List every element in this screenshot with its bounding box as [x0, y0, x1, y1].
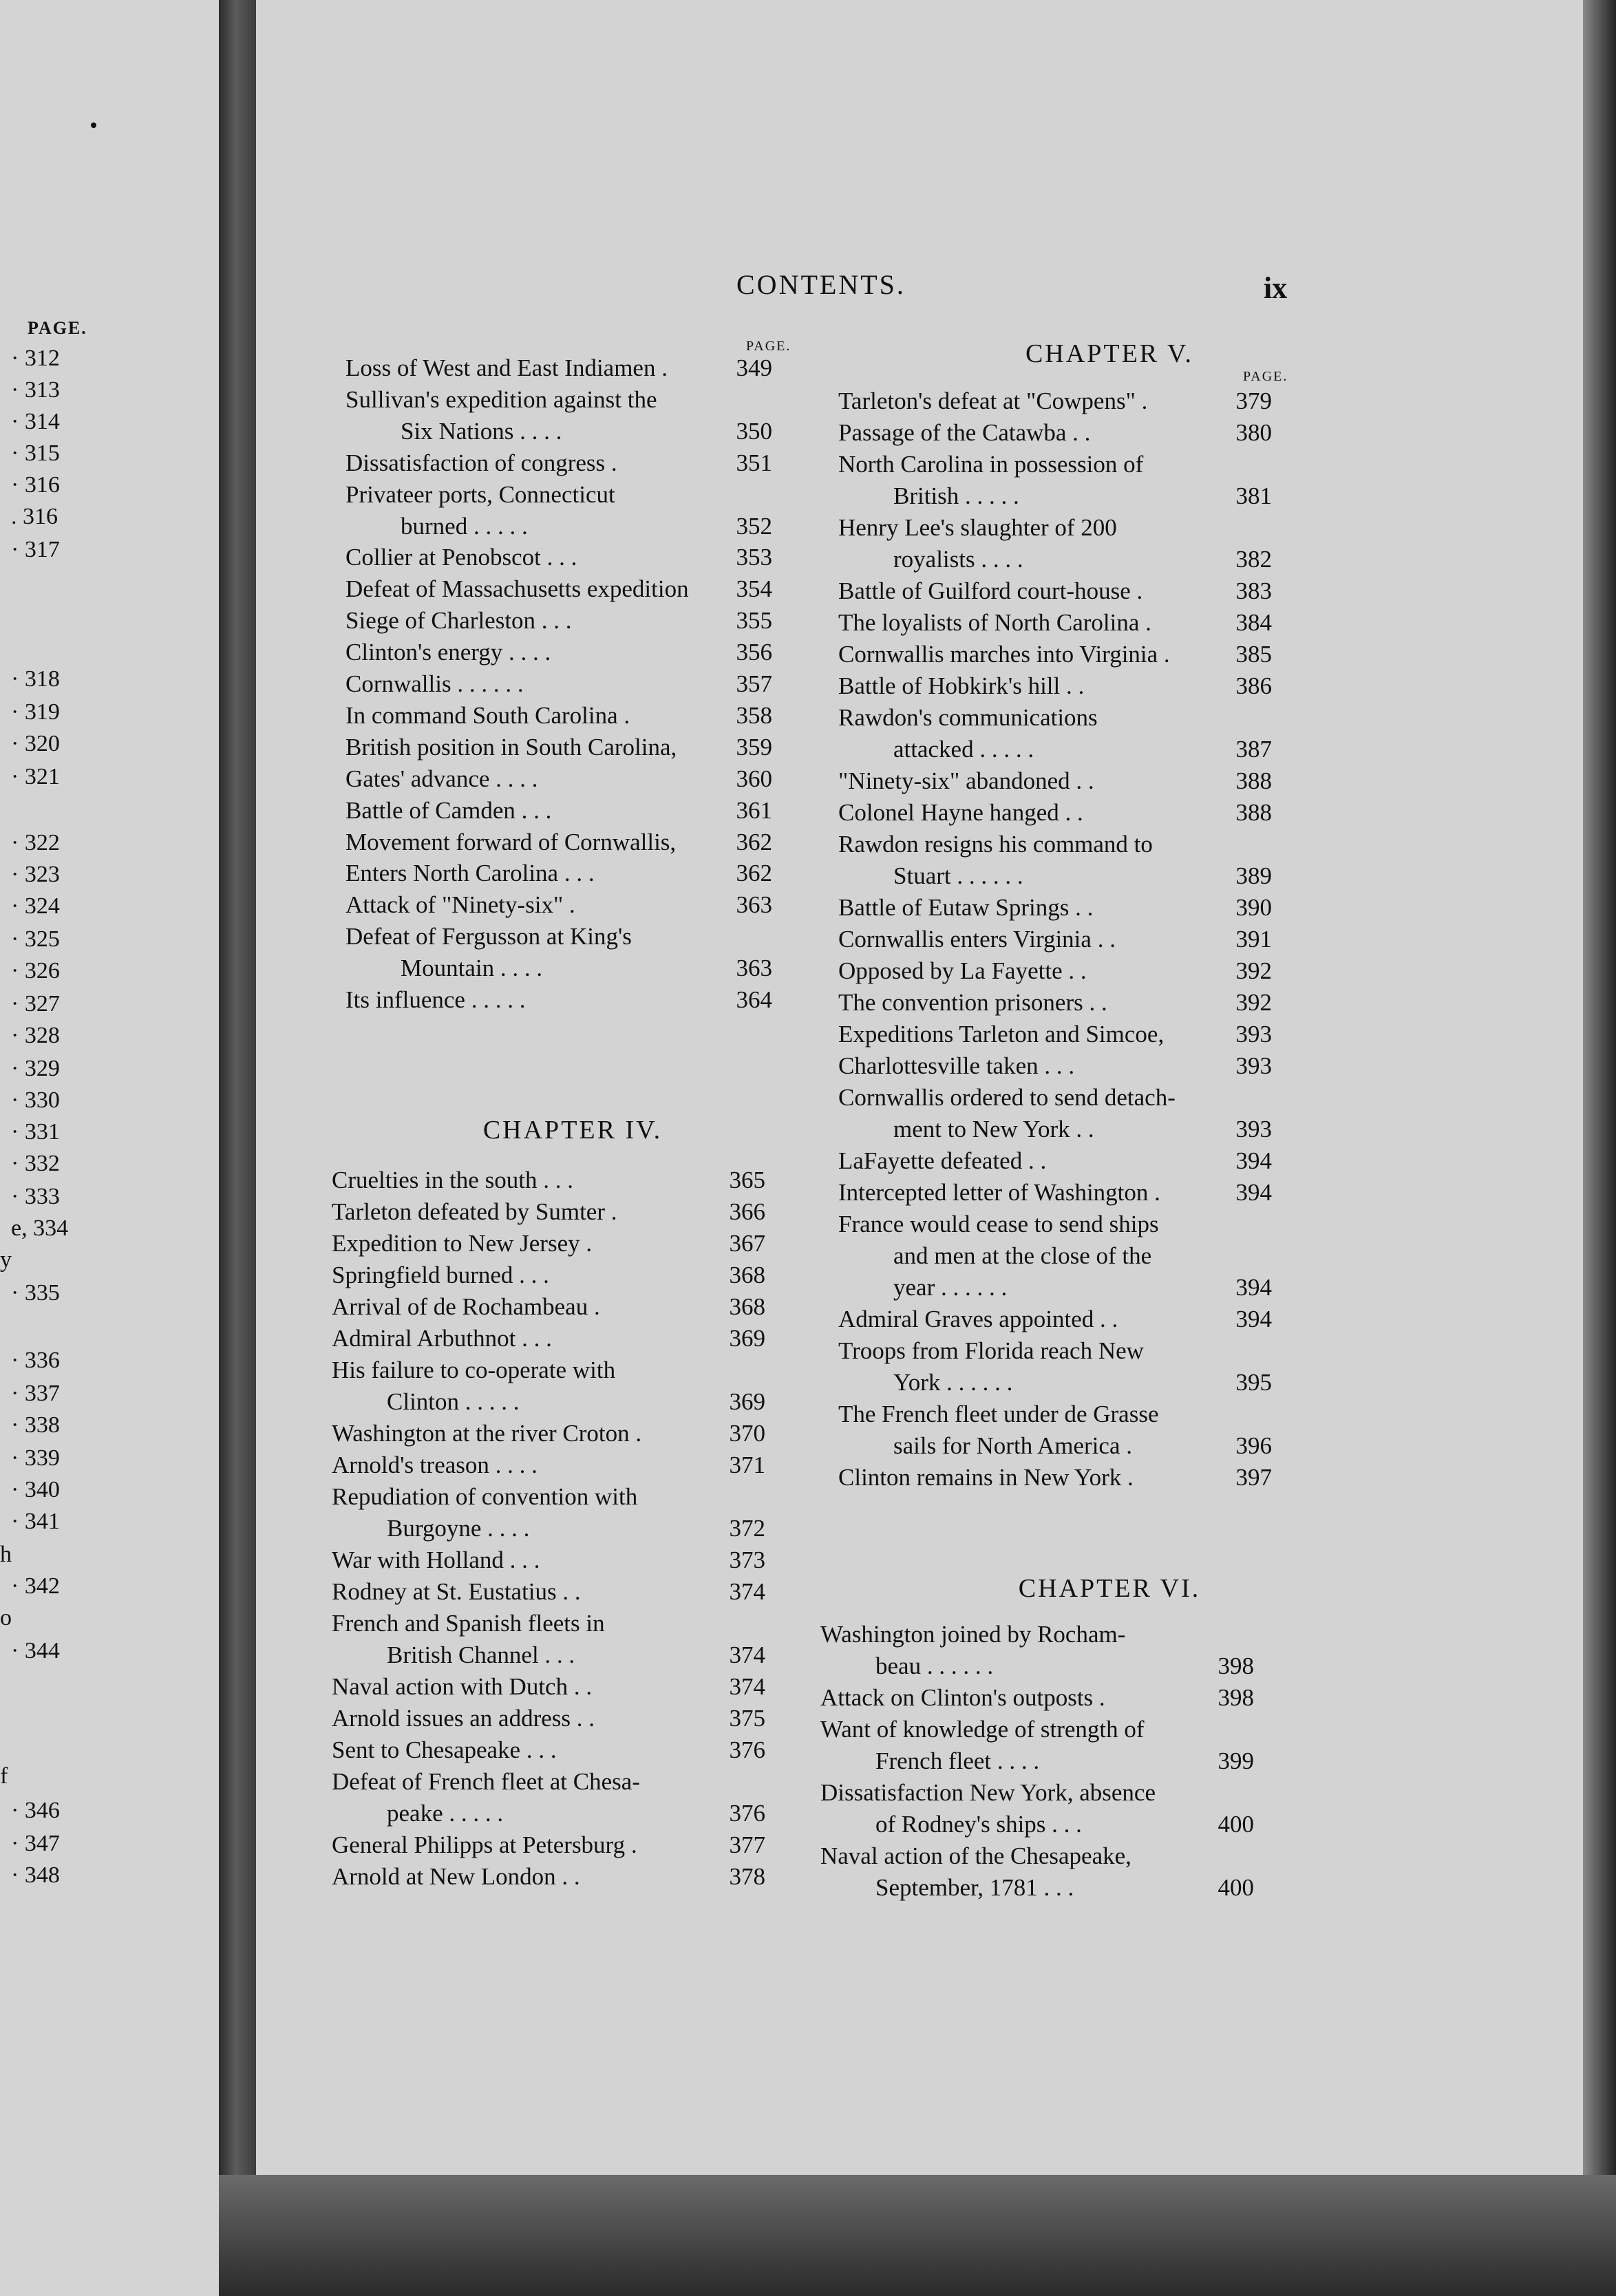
toc-entry-title: In command South Carolina .	[345, 701, 630, 729]
toc-entry-title: North Carolina in possession of	[838, 451, 1144, 478]
toc-entry	[893, 1430, 1272, 1462]
toc-entry-title: Springfield burned . . .	[332, 1262, 549, 1288]
toc-entry-title: Sullivan's expedition against the	[345, 385, 657, 413]
toc-entry-page: 374	[729, 1578, 765, 1605]
toc-entry	[332, 1418, 765, 1449]
toc-entry-page: 399	[1218, 1747, 1254, 1774]
left-page-number: · 333	[11, 1184, 60, 1209]
left-page	[0, 0, 219, 2296]
left-page-fragment: o	[0, 1605, 12, 1630]
toc-entry	[332, 1734, 765, 1766]
toc-entry	[332, 1259, 765, 1291]
toc-entry-title: The French fleet under de Grasse	[838, 1401, 1159, 1427]
toc-entry-title: Defeat of French fleet at Chesa-	[332, 1768, 640, 1795]
toc-entry-title: burned . . . . .	[401, 512, 528, 540]
left-page-number: · 312	[11, 346, 60, 371]
toc-entry	[838, 385, 1272, 417]
toc-entry-page: 393	[1235, 1021, 1272, 1048]
toc-entry	[332, 1323, 765, 1354]
toc-entry-page: 380	[1235, 419, 1272, 446]
toc-entry-title: Colonel Hayne hanged . .	[838, 799, 1083, 826]
toc-entry-title: ment to New York . .	[893, 1116, 1094, 1142]
toc-entry	[387, 1798, 765, 1829]
toc-entry-title: Expeditions Tarleton and Simcoe,	[838, 1021, 1165, 1048]
toc-entry-page: 377	[729, 1831, 765, 1858]
toc-entry	[838, 1399, 1272, 1430]
toc-entry	[838, 702, 1272, 734]
toc-entry	[345, 827, 772, 858]
toc-entry-title: Arrival of de Rochambeau .	[332, 1293, 600, 1320]
toc-entry-page: 351	[736, 449, 772, 476]
toc-entry	[838, 670, 1272, 702]
toc-entry	[332, 1544, 765, 1576]
left-page-number: · 313	[11, 377, 60, 403]
toc-entry-page: 362	[736, 828, 772, 855]
toc-entry	[838, 639, 1272, 670]
toc-entry-page: 392	[1235, 989, 1272, 1016]
toc-entry-title: Its influence . . . . .	[345, 986, 526, 1013]
toc-entry-title: France would cease to send ships	[838, 1211, 1159, 1237]
left-page-number: · 324	[11, 893, 60, 919]
toc-entry	[345, 889, 772, 921]
toc-entry-title: Arnold's treason . . . .	[332, 1452, 538, 1478]
toc-entry-page: 397	[1235, 1464, 1272, 1491]
toc-entry-title: Clinton . . . . .	[387, 1388, 520, 1415]
toc-entry	[332, 1861, 765, 1893]
toc-entry-title: Admiral Graves appointed . .	[838, 1306, 1118, 1332]
toc-entry	[838, 1145, 1272, 1177]
toc-entry-page: 394	[1235, 1306, 1272, 1332]
toc-entry-page: 368	[729, 1262, 765, 1288]
toc-entry	[332, 1576, 765, 1608]
toc-entry-page: 398	[1218, 1684, 1254, 1711]
toc-entry-title: Gates' advance . . . .	[345, 765, 538, 792]
toc-entry-page: 350	[736, 417, 772, 445]
toc-entry-title: Rawdon's communications	[838, 704, 1098, 731]
toc-entry	[401, 416, 772, 447]
toc-entry-title: Cornwallis . . . . . .	[345, 670, 524, 697]
toc-entry-title: Attack on Clinton's outposts .	[820, 1684, 1105, 1711]
toc-entry	[838, 797, 1272, 829]
toc-entry-page: 362	[736, 860, 772, 887]
toc-entry-title: Tarleton's defeat at "Cowpens" .	[838, 387, 1148, 414]
toc-entry	[838, 924, 1272, 955]
toc-entry-page: 354	[736, 575, 772, 603]
left-page-number: · 328	[11, 1023, 60, 1048]
toc-entry-title: attacked . . . . .	[893, 736, 1034, 763]
toc-entry	[838, 1335, 1272, 1367]
toc-entry	[345, 352, 772, 384]
toc-entry	[838, 892, 1272, 924]
toc-entry-title: Burgoyne . . . .	[387, 1515, 530, 1542]
toc-entry-title: Mountain . . . .	[401, 955, 543, 982]
toc-entry-page: 394	[1235, 1147, 1272, 1174]
toc-entry-page: 371	[729, 1452, 765, 1478]
toc-entry	[838, 417, 1272, 449]
toc-entry-page: 379	[1235, 387, 1272, 414]
toc-entry-page: 358	[736, 701, 772, 729]
toc-entry	[893, 480, 1272, 512]
left-page-number: · 326	[11, 958, 60, 984]
toc-entry	[838, 1082, 1272, 1114]
toc-entry-title: Troops from Florida reach New	[838, 1337, 1144, 1364]
toc-entry-page: 384	[1235, 609, 1272, 636]
toc-entry-page: 392	[1235, 957, 1272, 984]
left-page-number: · 329	[11, 1056, 60, 1081]
toc-entry-title: Movement forward of Cornwallis,	[345, 828, 677, 855]
toc-entry	[401, 511, 772, 542]
toc-entry-title: Passage of the Catawba . .	[838, 419, 1091, 446]
toc-entry	[345, 637, 772, 668]
left-page-number: . 316	[11, 504, 58, 529]
toc-entry-page: 398	[1218, 1652, 1254, 1679]
toc-entry-title: Intercepted letter of Washington .	[838, 1179, 1160, 1206]
left-page-number: · 325	[11, 926, 60, 952]
toc-entry	[838, 512, 1272, 544]
left-page-fragment: f	[0, 1763, 8, 1789]
toc-entry-title: Arnold issues an address . .	[332, 1705, 595, 1732]
toc-entry-title: Arnold at New London . .	[332, 1863, 580, 1890]
toc-entry-title: and men at the close of the	[893, 1242, 1152, 1269]
toc-entry-title: Collier at Penobscot . . .	[345, 544, 577, 571]
toc-entry-title: Henry Lee's slaughter of 200	[838, 514, 1117, 541]
toc-entry	[345, 447, 772, 479]
toc-entry-page: 355	[736, 607, 772, 635]
toc-entry	[875, 1650, 1254, 1682]
toc-entry	[387, 1639, 765, 1671]
left-page-header: PAGE.	[28, 318, 87, 338]
toc-entry-title: Battle of Guilford court-house .	[838, 577, 1143, 604]
toc-entry	[332, 1766, 765, 1798]
toc-entry	[332, 1196, 765, 1228]
toc-entry-page: 366	[729, 1198, 765, 1225]
toc-entry-title: French and Spanish fleets in	[332, 1610, 605, 1637]
toc-entry-page: 394	[1235, 1179, 1272, 1206]
toc-entry-title: Rawdon resigns his command to	[838, 831, 1153, 858]
toc-entry-page: 373	[729, 1546, 765, 1573]
toc-entry-page: 361	[736, 796, 772, 824]
toc-entry	[345, 921, 772, 953]
toc-entry	[345, 542, 772, 573]
toc-entry-title: Loss of West and East Indiamen .	[345, 354, 668, 381]
toc-entry-title: sails for North America .	[893, 1432, 1132, 1459]
toc-entry-title: Stuart . . . . . .	[893, 862, 1023, 889]
left-page-number: · 340	[11, 1477, 60, 1502]
toc-entry	[838, 765, 1272, 797]
left-page-number: · 316	[11, 472, 60, 498]
toc-entry	[820, 1714, 1254, 1745]
toc-entry	[332, 1354, 765, 1386]
toc-entry-page: 374	[729, 1641, 765, 1668]
toc-entry	[838, 1050, 1272, 1082]
toc-entry-page: 359	[736, 733, 772, 761]
toc-entry-title: Tarleton defeated by Sumter .	[332, 1198, 617, 1225]
toc-entry-title: Admiral Arbuthnot . . .	[332, 1325, 552, 1352]
toc-entry	[893, 1367, 1272, 1399]
toc-entry-page: 383	[1235, 577, 1272, 604]
toc-entry-title: of Rodney's ships . . .	[875, 1811, 1082, 1838]
toc-entry	[820, 1619, 1254, 1650]
right-edge-shadow	[1583, 0, 1616, 2296]
toc-entry-title: Repudiation of convention with	[332, 1483, 638, 1510]
toc-entry-page: 395	[1235, 1369, 1272, 1396]
toc-entry	[345, 384, 772, 416]
toc-entry-title: British position in South Carolina,	[345, 733, 677, 761]
toc-entry-page: 356	[736, 639, 772, 666]
toc-entry-title: Battle of Camden . . .	[345, 796, 552, 824]
left-page-number: · 346	[11, 1798, 60, 1823]
toc-entry	[875, 1745, 1254, 1777]
toc-entry-page: 388	[1235, 767, 1272, 794]
left-page-number: · 338	[11, 1412, 60, 1438]
toc-entry-page: 390	[1235, 894, 1272, 921]
toc-entry-title: peake . . . . .	[387, 1800, 504, 1827]
toc-entry-title: Cornwallis marches into Virginia .	[838, 641, 1170, 668]
toc-entry-page: 349	[736, 354, 772, 381]
chapter4-heading: CHAPTER IV.	[482, 1116, 663, 1145]
toc-entry-page: 360	[736, 765, 772, 792]
left-page-number: · 315	[11, 440, 60, 466]
left-page-number: · 339	[11, 1445, 60, 1471]
toc-entry-title: British Channel . . .	[387, 1641, 575, 1668]
running-head: CONTENTS.	[736, 269, 906, 300]
toc-entry-title: beau . . . . . .	[875, 1652, 994, 1679]
toc-entry-page: 388	[1235, 799, 1272, 826]
page-folio: ix	[1264, 271, 1288, 305]
toc-entry-page: 370	[729, 1420, 765, 1447]
toc-entry	[345, 573, 772, 605]
toc-entry	[332, 1291, 765, 1323]
toc-entry-page: 367	[729, 1230, 765, 1257]
toc-entry-page: 386	[1235, 672, 1272, 699]
left-page-number: · 335	[11, 1280, 60, 1306]
toc-entry-title: Naval action of the Chesapeake,	[820, 1842, 1131, 1869]
toc-entry-page: 393	[1235, 1116, 1272, 1142]
toc-entry	[838, 449, 1272, 480]
toc-entry-page: 363	[736, 891, 772, 919]
toc-entry-title: Cornwallis ordered to send detach-	[838, 1084, 1176, 1111]
left-page-number: · 323	[11, 862, 60, 887]
toc-entry-title: Want of knowledge of strength of	[820, 1716, 1145, 1743]
toc-entry-page: 391	[1235, 926, 1272, 953]
toc-entry-title: Clinton remains in New York .	[838, 1464, 1134, 1491]
toc-entry	[875, 1872, 1254, 1904]
toc-entry	[345, 700, 772, 732]
toc-entry	[838, 955, 1272, 987]
toc-entry-title: Opposed by La Fayette . .	[838, 957, 1087, 984]
toc-entry	[893, 860, 1272, 892]
toc-entry	[893, 544, 1272, 575]
toc-entry	[875, 1809, 1254, 1840]
column1-page-label: PAGE.	[746, 339, 791, 354]
toc-entry	[345, 732, 772, 763]
toc-entry	[401, 953, 772, 984]
toc-entry-title: LaFayette defeated . .	[838, 1147, 1047, 1174]
toc-entry	[345, 763, 772, 795]
toc-entry-title: September, 1781 . . .	[875, 1874, 1074, 1901]
toc-entry	[332, 1608, 765, 1639]
toc-entry	[838, 1209, 1272, 1240]
toc-entry	[332, 1671, 765, 1703]
toc-entry	[893, 1240, 1272, 1272]
toc-entry-page: 387	[1235, 736, 1272, 763]
left-page-number: · 347	[11, 1831, 60, 1856]
toc-entry-page: 396	[1235, 1432, 1272, 1459]
toc-entry	[820, 1840, 1254, 1872]
left-page-number: · 337	[11, 1381, 60, 1406]
toc-entry	[345, 795, 772, 827]
toc-entry-title: Sent to Chesapeake . . .	[332, 1736, 557, 1763]
toc-entry-title: British . . . . .	[893, 482, 1019, 509]
toc-entry-title: Privateer ports, Connecticut	[345, 480, 615, 508]
toc-entry-title: York . . . . . .	[893, 1369, 1013, 1396]
toc-entry	[332, 1449, 765, 1481]
toc-entry-page: 352	[736, 512, 772, 540]
toc-entry	[838, 987, 1272, 1019]
left-page-number: · 336	[11, 1348, 60, 1373]
toc-entry-title: Defeat of Massachusetts expedition	[345, 575, 689, 603]
toc-entry	[345, 858, 772, 889]
left-page-number: · 317	[11, 537, 60, 562]
toc-entry-page: 353	[736, 544, 772, 571]
left-page-number: · 348	[11, 1862, 60, 1888]
column2-page-label: PAGE.	[1243, 369, 1288, 384]
toc-entry-page: 376	[729, 1736, 765, 1763]
left-page-number: · 332	[11, 1151, 60, 1176]
left-page-number: · 321	[11, 764, 60, 789]
toc-entry-title: royalists . . . .	[893, 546, 1023, 573]
toc-entry-title: Cornwallis enters Virginia . .	[838, 926, 1116, 953]
toc-entry-title: Six Nations . . . .	[401, 417, 562, 445]
toc-entry-page: 389	[1235, 862, 1272, 889]
toc-entry	[838, 607, 1272, 639]
toc-entry-title: Washington at the river Croton .	[332, 1420, 642, 1447]
speck-mark	[91, 123, 96, 128]
toc-entry-title: Battle of Hobkirk's hill . .	[838, 672, 1085, 699]
toc-entry-title: Enters North Carolina . . .	[345, 860, 595, 887]
toc-entry-title: Cruelties in the south . . .	[332, 1167, 573, 1193]
toc-entry-title: War with Holland . . .	[332, 1546, 540, 1573]
toc-entry-page: 372	[729, 1515, 765, 1542]
toc-entry-page: 400	[1218, 1811, 1254, 1838]
toc-entry-title: Dissatisfaction New York, absence	[820, 1779, 1156, 1806]
left-page-number: · 341	[11, 1509, 60, 1534]
left-page-number: · 344	[11, 1638, 60, 1663]
toc-entry-page: 368	[729, 1293, 765, 1320]
toc-entry	[345, 668, 772, 700]
bottom-edge-shadow	[219, 2175, 1616, 2296]
left-page-number: · 327	[11, 991, 60, 1017]
chapter5-heading: CHAPTER V.	[1025, 339, 1193, 368]
toc-entry-title: The convention prisoners . .	[838, 989, 1107, 1016]
toc-entry	[893, 1114, 1272, 1145]
toc-entry	[838, 575, 1272, 607]
left-page-number: · 331	[11, 1119, 60, 1145]
toc-entry-title: Siege of Charleston . . .	[345, 607, 572, 635]
toc-entry	[332, 1829, 765, 1861]
toc-entry	[838, 829, 1272, 860]
left-page-number: · 342	[11, 1573, 60, 1599]
toc-entry-page: 364	[736, 986, 772, 1013]
left-page-fragment: h	[0, 1542, 12, 1567]
left-page-number: · 322	[11, 830, 60, 855]
toc-entry-page: 378	[729, 1863, 765, 1890]
toc-entry-page: 365	[729, 1167, 765, 1193]
toc-entry-title: Dissatisfaction of congress .	[345, 449, 617, 476]
toc-entry	[838, 1462, 1272, 1494]
toc-entry-title: His failure to co-operate with	[332, 1357, 616, 1383]
toc-entry	[893, 1272, 1272, 1304]
toc-entry	[387, 1386, 765, 1418]
left-page-number: · 330	[11, 1087, 60, 1113]
toc-entry-page: 374	[729, 1673, 765, 1700]
toc-entry-page: 400	[1218, 1874, 1254, 1901]
left-page-fragment: y	[0, 1247, 12, 1273]
toc-entry-page: 375	[729, 1705, 765, 1732]
toc-entry-page: 382	[1235, 546, 1272, 573]
toc-entry-title: year . . . . . .	[893, 1274, 1008, 1301]
toc-entry-title: Clinton's energy . . . .	[345, 639, 551, 666]
left-page-number: · 318	[11, 666, 60, 692]
left-page-number: · 319	[11, 699, 60, 725]
toc-entry-page: 369	[729, 1388, 765, 1415]
toc-entry	[820, 1682, 1254, 1714]
toc-entry	[345, 605, 772, 637]
toc-entry-page: 363	[736, 955, 772, 982]
toc-entry-page: 394	[1235, 1274, 1272, 1301]
toc-entry	[332, 1703, 765, 1734]
toc-entry-title: The loyalists of North Carolina .	[838, 609, 1151, 636]
toc-entry-title: Defeat of Fergusson at King's	[345, 923, 632, 950]
toc-entry-title: "Ninety-six" abandoned . .	[838, 767, 1094, 794]
toc-entry	[820, 1777, 1254, 1809]
toc-entry-title: Rodney at St. Eustatius . .	[332, 1578, 581, 1605]
left-page-number: e, 334	[11, 1215, 69, 1241]
book-gutter	[219, 0, 256, 2296]
toc-entry	[345, 984, 772, 1016]
toc-entry	[838, 1019, 1272, 1050]
left-page-number: · 320	[11, 731, 60, 756]
toc-entry-title: Expedition to New Jersey .	[332, 1230, 593, 1257]
toc-entry-title: Washington joined by Rocham-	[820, 1621, 1126, 1648]
toc-entry-page: 385	[1235, 641, 1272, 668]
toc-entry-title: French fleet . . . .	[875, 1747, 1040, 1774]
toc-entry-title: Charlottesville taken . . .	[838, 1052, 1075, 1079]
toc-entry-title: Battle of Eutaw Springs . .	[838, 894, 1094, 921]
toc-entry-page: 369	[729, 1325, 765, 1352]
toc-entry	[838, 1177, 1272, 1209]
toc-entry-title: Attack of "Ninety-six" .	[345, 891, 575, 919]
toc-entry	[332, 1481, 765, 1513]
toc-entry	[345, 479, 772, 511]
toc-entry-title: General Philipps at Petersburg .	[332, 1831, 637, 1858]
toc-entry-page: 393	[1235, 1052, 1272, 1079]
left-page-number: · 314	[11, 409, 60, 434]
toc-entry	[893, 734, 1272, 765]
toc-entry-page: 357	[736, 670, 772, 697]
toc-entry	[838, 1304, 1272, 1335]
toc-entry	[332, 1228, 765, 1259]
contents-page	[256, 0, 1616, 2296]
chapter6-heading: CHAPTER VI.	[1018, 1574, 1201, 1603]
toc-entry	[332, 1165, 765, 1196]
toc-entry-page: 381	[1235, 482, 1272, 509]
toc-entry	[387, 1513, 765, 1544]
toc-entry-page: 376	[729, 1800, 765, 1827]
toc-entry-title: Naval action with Dutch . .	[332, 1673, 593, 1700]
